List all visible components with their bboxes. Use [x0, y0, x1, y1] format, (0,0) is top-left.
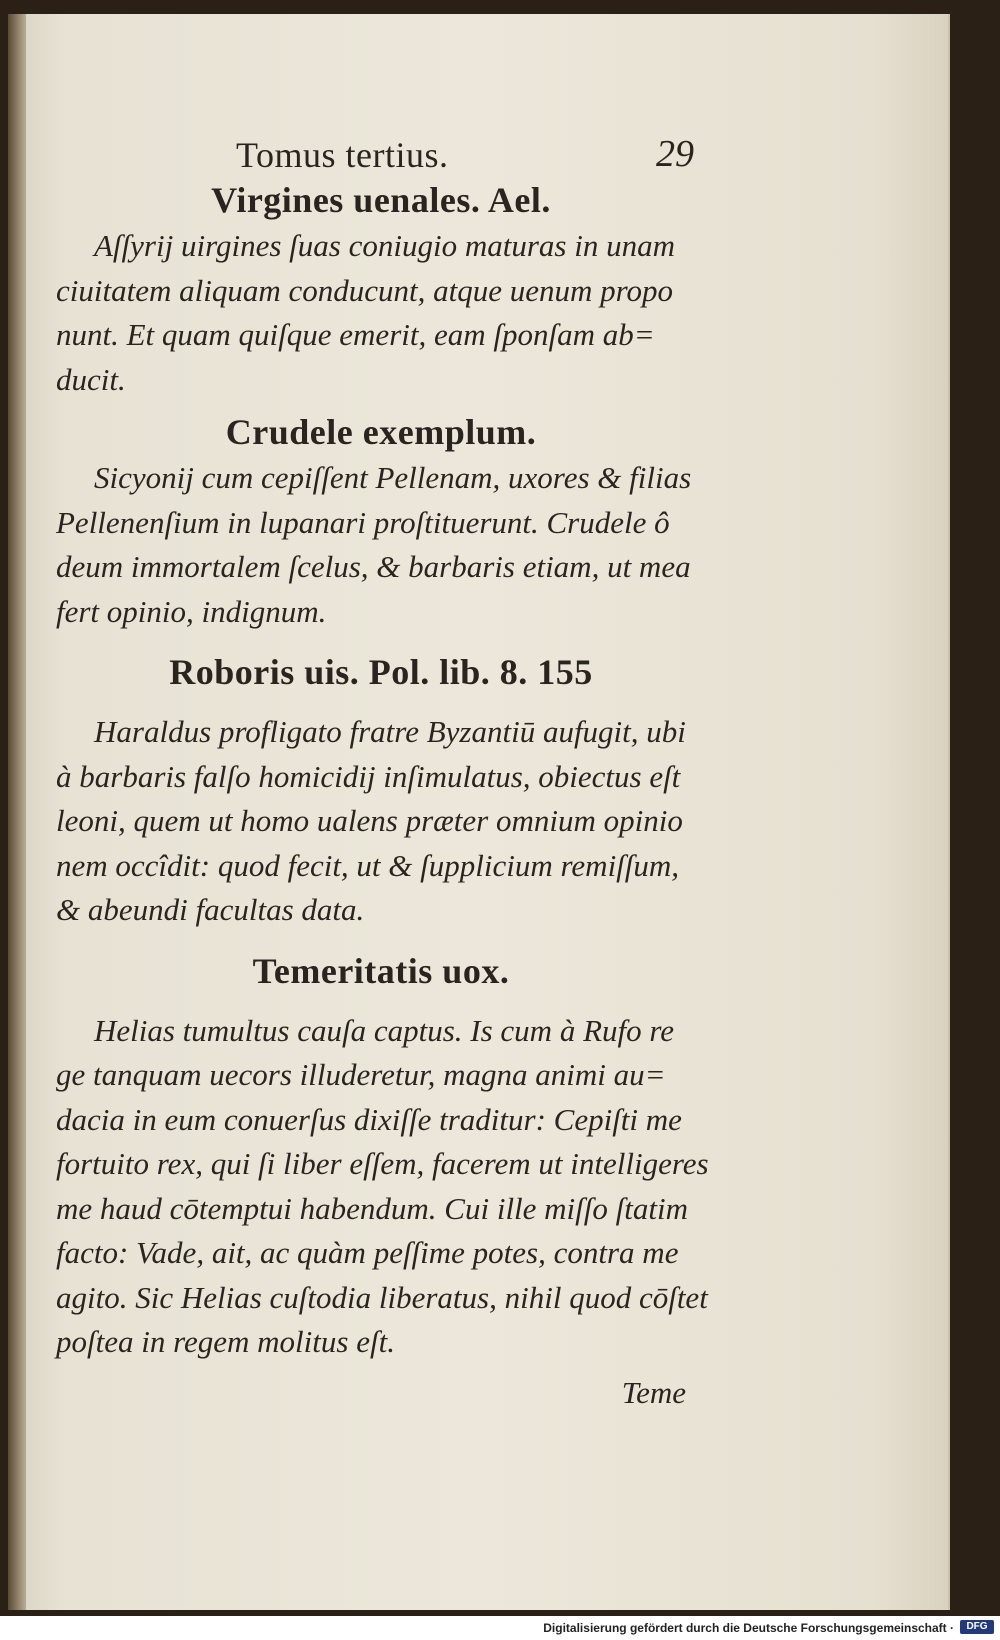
text-line: fert opinio, indignum. — [56, 593, 327, 629]
text-line: Aſſyrij uirgines ſuas coniugio maturas in unam — [94, 228, 675, 263]
section-paragraph — [56, 1009, 709, 1365]
text-line: fortuito rex, qui ſi liber eſſem, facerem ut intelligeres — [56, 1146, 709, 1181]
text-line: Sicyonij cum cepiſſent Pellenam, uxores & filias — [94, 460, 692, 495]
dfg-logo-icon: DFG — [960, 1620, 994, 1634]
text-block — [56, 126, 709, 1415]
section-paragraph — [56, 456, 706, 634]
running-head-title: Tomus tertius. — [236, 135, 449, 175]
catchword: Teme — [621, 1374, 686, 1410]
section-paragraph — [56, 224, 706, 402]
text-line: nunt. Et quam quiſque emerit, eam ſponſam ab= — [56, 317, 655, 352]
text-line: ducit. — [56, 361, 126, 397]
text-line: dacia in eum conuerſus dixiſſe traditur: Cepiſti me — [56, 1101, 682, 1137]
section-heading: Roboris uis. Pol. lib. 8. 155 — [169, 652, 593, 692]
text-line: me haud cōtemptui habendum. Cui ille miſſo ſtatim — [56, 1190, 688, 1226]
section-heading: Temeritatis uox. — [252, 950, 510, 991]
text-line: ciuitatem aliquam conducunt, atque uenum propo — [56, 272, 674, 308]
section-heading: Virgines uenales. Ael. — [211, 180, 551, 220]
text-line: facto: Vade, ait, ac quàm peſſime potes, contra me — [56, 1235, 679, 1270]
text-line: agito. Sic Helias cuſtodia liberatus, nihil quod cōſtet — [56, 1279, 708, 1315]
text-line: Pellenenſium in lupanari proſtituerunt. Crudele ô — [56, 504, 670, 540]
text-line: poſtea in regem molitus eſt. — [56, 1324, 395, 1359]
text-line: à barbaris falſo homicidij inſimulatus, obiectus eſt — [56, 758, 681, 794]
text-line: nem occîdit: quod fecit, ut & ſupplicium remiſſum, — [56, 847, 680, 883]
footer-credit: Digitalisierung gefördert durch die Deutsche Forschungsgemeinschaft · — [543, 1621, 954, 1635]
text-line: Haraldus profligato fratre Byzantiū aufugit, ubi — [94, 714, 686, 749]
text-line: Helias tumultus cauſa captus. Is cum à Rufo re — [94, 1012, 675, 1048]
page-gutter-shadow — [8, 14, 26, 1610]
section-heading: Crudele exemplum. — [225, 412, 537, 452]
text-line: deum immortalem ſcelus, & barbaris etiam, ut mea — [56, 549, 691, 584]
section-paragraph — [56, 710, 706, 933]
text-line: ge tanquam uecors illuderetur, magna animi au= — [56, 1057, 666, 1092]
book-page — [8, 14, 950, 1610]
page-number: 29 — [656, 133, 694, 175]
text-line: & abeundi facultas data. — [56, 892, 365, 927]
text-line: leoni, quem ut homo ualens præter omnium opinio — [56, 803, 683, 838]
running-head — [56, 126, 706, 176]
footer-strip — [0, 1616, 1000, 1640]
